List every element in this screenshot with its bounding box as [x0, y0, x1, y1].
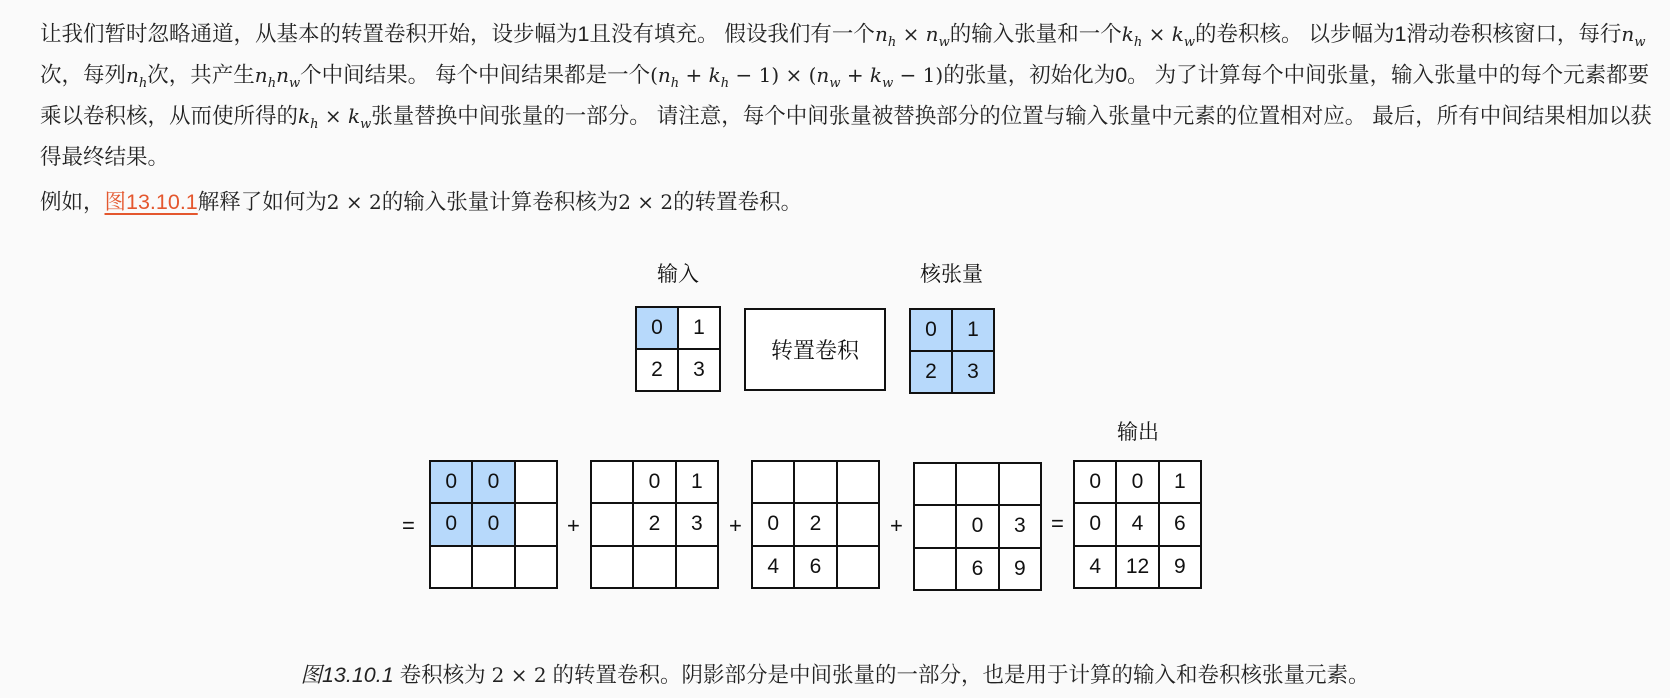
- text-segment: 的输入张量和一个: [949, 22, 1122, 46]
- tensor-cell: 0: [633, 461, 675, 503]
- tensor-cell: 4: [752, 546, 794, 588]
- kernel-label: 核张量: [920, 263, 983, 286]
- tensor-cell: [914, 548, 956, 590]
- plus-sign: +: [890, 513, 903, 538]
- tensor-cell: 1: [952, 309, 994, 351]
- caption-tag: 图13.10.1: [300, 663, 394, 687]
- text-segment: 的卷积核。 以步幅为1滑动卷积核窗口，每行: [1194, 22, 1622, 46]
- tensor-cell: 0: [636, 307, 678, 349]
- tensor-cell: 4: [1074, 546, 1116, 588]
- math-kh-x-kw: $k_h \times k_w$: [1121, 22, 1195, 50]
- equals-sign: =: [402, 513, 415, 538]
- tensor-cell: [837, 461, 879, 503]
- tensor-cell: 2: [910, 351, 952, 393]
- text-segment: 卷积核为: [393, 663, 492, 687]
- tensor-cell: 1: [676, 461, 718, 503]
- tensor-cell: 2: [633, 503, 675, 545]
- tensor-cell: [676, 546, 718, 588]
- math-2x2: 2 × 2: [491, 663, 547, 687]
- tensor-cell: 0: [472, 503, 514, 545]
- tensor-cell: 6: [1159, 503, 1201, 545]
- tensor-cell: 2: [794, 503, 836, 545]
- tensor-cell: 9: [1159, 546, 1201, 588]
- tensor-cell: 1: [678, 307, 720, 349]
- text-segment: 张量替换中间张量的一部分。 请注意，每个中间张量被替换部分的位置与输入张量中元素的位置相对应。 最后，所有中间结果相加以获得最终结果。: [40, 104, 1652, 169]
- transpose-conv-operation-box: 转置卷积: [744, 308, 886, 391]
- tensor-cell: [794, 461, 836, 503]
- figure-reference-link[interactable]: 图13.10.1: [104, 190, 198, 214]
- math-nw: $n_w$: [1621, 22, 1646, 50]
- text-segment: 解释了如何为: [197, 190, 327, 214]
- tensor-cell: [472, 546, 514, 588]
- tensor-cell: 0: [956, 505, 998, 547]
- tensor-cell: 12: [1116, 546, 1158, 588]
- math-nh: $n_h$: [126, 63, 148, 91]
- kernel-tensor-grid: [909, 308, 995, 394]
- text-segment: 的转置卷积。: [673, 190, 803, 214]
- tensor-cell: [591, 546, 633, 588]
- plus-sign: +: [567, 513, 580, 538]
- example-paragraph: [40, 186, 1652, 219]
- intermediate-tensor-grid: [429, 460, 558, 589]
- tensor-cell: 0: [1074, 503, 1116, 545]
- intermediate-tensor-grid: [751, 460, 880, 589]
- tensor-cell: 4: [1116, 503, 1158, 545]
- math-2x2: 2 × 2: [618, 190, 674, 214]
- figure-caption: [0, 658, 1670, 689]
- tensor-cell: [914, 505, 956, 547]
- tensor-cell: 6: [956, 548, 998, 590]
- text-segment: 个中间结果。 每个中间结果都是一个: [300, 63, 651, 87]
- tensor-cell: [999, 463, 1041, 505]
- tensor-cell: [591, 461, 633, 503]
- intro-paragraph: [40, 18, 1652, 174]
- math-nh-x-nw: $n_h \times n_w$: [874, 22, 950, 50]
- tensor-cell: 3: [999, 505, 1041, 547]
- text-segment: 次，共产生: [147, 63, 255, 87]
- text-segment: 的张量，初始化为0。 为了计算每个中间张量，输入张量中的每个元素都要乘以卷积核，从而使所得的: [40, 63, 1650, 128]
- math-intermediate-shape: $(n_h + k_h - 1) \times (n_w + k_w - 1)$: [650, 63, 944, 91]
- math-nhnw: $n_hn_w$: [254, 63, 301, 91]
- text-segment: 的输入张量计算卷积核为: [381, 190, 619, 214]
- tensor-cell: [837, 503, 879, 545]
- tensor-cell: [591, 503, 633, 545]
- equals-sign: =: [1051, 511, 1064, 536]
- tensor-cell: 0: [910, 309, 952, 351]
- input-label: 输入: [657, 263, 699, 286]
- tensor-cell: [956, 463, 998, 505]
- math-kh-x-kw: $k_h \times k_w$: [298, 104, 372, 132]
- tensor-cell: [515, 546, 557, 588]
- tensor-cell: 1: [1159, 461, 1201, 503]
- tensor-cell: [752, 461, 794, 503]
- tensor-cell: 6: [794, 546, 836, 588]
- tensor-cell: 3: [678, 349, 720, 391]
- output-tensor-grid: [1073, 460, 1202, 589]
- tensor-cell: 3: [952, 351, 994, 393]
- intermediate-tensor-grid: [590, 460, 719, 589]
- tensor-cell: [633, 546, 675, 588]
- tensor-cell: [515, 503, 557, 545]
- tensor-cell: [914, 463, 956, 505]
- tensor-cell: 3: [676, 503, 718, 545]
- tensor-cell: [515, 461, 557, 503]
- tensor-cell: 0: [1116, 461, 1158, 503]
- plus-sign: +: [729, 513, 742, 538]
- input-tensor-grid: [635, 306, 721, 392]
- tensor-cell: 0: [430, 503, 472, 545]
- text-segment: 让我们暂时忽略通道，从基本的转置卷积开始，设步幅为1且没有填充。 假设我们有一个: [40, 22, 875, 46]
- tensor-cell: 0: [472, 461, 514, 503]
- text-segment: 次，每列: [40, 63, 127, 87]
- tensor-cell: 0: [1074, 461, 1116, 503]
- math-2x2: 2 × 2: [326, 190, 382, 214]
- tensor-cell: [430, 546, 472, 588]
- text-segment: 例如，: [40, 190, 105, 214]
- output-label: 输出: [1117, 421, 1159, 444]
- tensor-cell: 0: [430, 461, 472, 503]
- tensor-cell: 9: [999, 548, 1041, 590]
- text-segment: 的转置卷积。阴影部分是中间张量的一部分，也是用于计算的输入和卷积核张量元素。: [546, 663, 1370, 687]
- tensor-cell: [837, 546, 879, 588]
- intermediate-tensor-grid: [913, 462, 1042, 591]
- tensor-cell: 2: [636, 349, 678, 391]
- tensor-cell: 0: [752, 503, 794, 545]
